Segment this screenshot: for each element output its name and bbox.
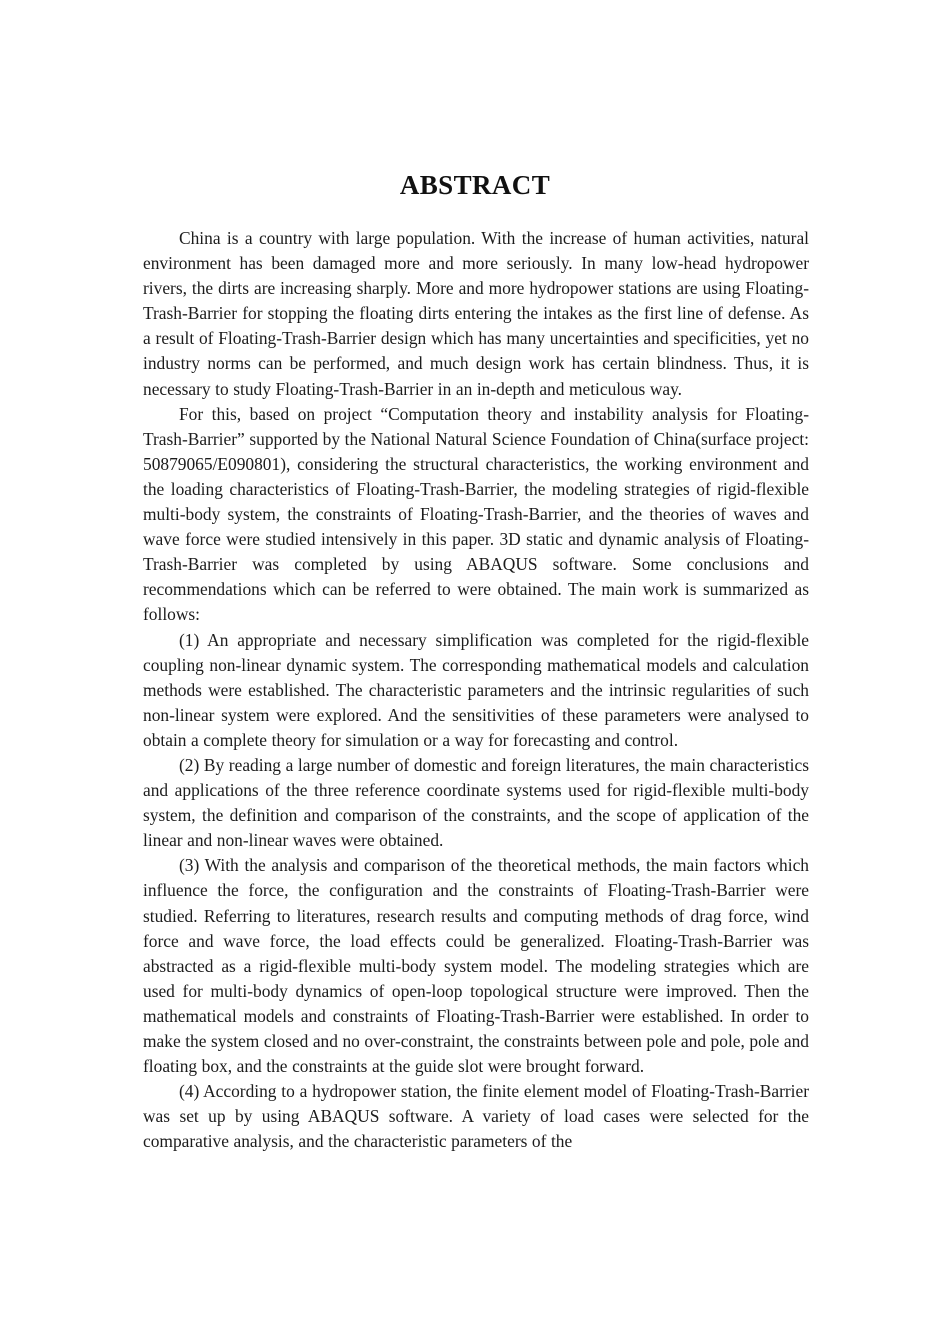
paragraph-1: China is a country with large population. With the increase of human activities, natural environment has been damaged more and more seriously. In many low-head hydropower rivers, the dirts are increasing sharply. More and more hydropower stations are using Floating-Trash-Barrier for stopping the floating dirts entering the intakes as the first line of defense. As a result of Floating-Trash-Barrier design which has many uncertainties and specificities, yet no industry norms can be performed, and much design work has certain blindness. Thus, it is necessary to study Floating-Trash-Barrier in an in-depth and meticulous way.: [143, 228, 809, 399]
paragraph-3: (1) An appropriate and necessary simplification was completed for the rigid-flexible coupling non-linear dynamic system. The corresponding mathematical models and calculation methods were established. The characteristic parameters and the intrinsic regularities of such non-linear system were explored. And the sensitivities of these parameters were analysed to obtain a complete theory for simulation or a way for forecasting and control.: [143, 629, 809, 750]
page-title: ABSTRACT: [399, 170, 551, 201]
paragraph-5: (3) With the analysis and comparison of the theoretical methods, the main factors which influence the force, the configuration and the constraints of Floating-Trash-Barrier were studied. Referring to literatures, research results and computing methods of drag force, wind force and wave force, the load effects could be generalized. Floating-Trash-Barrier was abstracted as a rigid-flexible multi-body system model. The modeling strategies which are used for multi-body dynamics of open-loop topological structure were improved. Then the mathematical models and constraints of Floating-Trash-Barrier were established. In order to make the system closed and no over-constraint, the constraints between pole and pole, pole and floating box, and the constraints at the guide slot were brought forward.: [143, 855, 809, 1077]
paragraph-4: (2) By reading a large number of domestic and foreign literatures, the main characteristics and applications of the three reference coordinate systems used for rigid-flexible multi-body system, the definition and comparison of the constraints, and the scope of application of the linear and non-linear waves were obtained.: [143, 754, 809, 851]
paragraph-2: For this, based on project “Computation theory and instability analysis for Floating-Trash-Barrier” supported by the National Natural Science Foundation of China(surface project: 50879065/E090801), considering the structural characteristics, the working environment and the loading characteristics of Floating-Trash-Barrier, the modeling strategies of rigid-flexible multi-body system, the constraints of Floating-Trash-Barrier, and the theories of waves and wave force were studied intensively in this paper. 3D static and dynamic analysis of Floating-Trash-Barrier was completed by using ABAQUS software. Some conclusions and recommendations which can be referred to were obtained. The main work is summarized as follows:: [143, 403, 809, 625]
paragraph-6: (4) According to a hydropower station, the finite element model of Floating-Trash-Barrier was set up by using ABAQUS software. A variety of load cases were selected for the comparative analysis, and the characteristic parameters of the: [143, 1081, 809, 1152]
abstract-body: [143, 226, 809, 1154]
